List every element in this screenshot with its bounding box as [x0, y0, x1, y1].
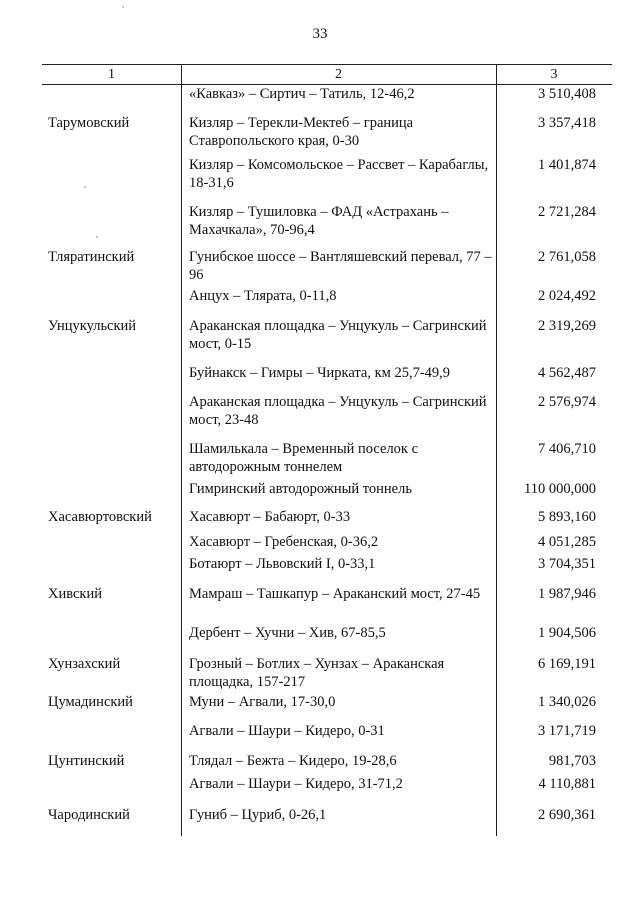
district-cell: Унцукульский — [48, 318, 137, 334]
page-number: 33 — [312, 26, 328, 42]
table-top-border — [42, 64, 612, 65]
district-cell: Цумадинский — [48, 694, 133, 710]
road-cell: Гунибское шоссе – Вантляшевский перевал, 77 – 96 — [189, 249, 492, 283]
road-cell: «Кавказ» – Сиртич – Татиль, 12-46,2 — [189, 86, 415, 102]
value-cell: 2 761,058 — [538, 249, 596, 265]
value-cell: 2 721,284 — [538, 204, 596, 220]
value-cell: 4 051,285 — [538, 534, 596, 550]
value-cell: 1 987,946 — [538, 586, 596, 602]
road-cell: Кизляр – Тушиловка – ФАД «Астрахань – Махачкала», 70-96,4 — [189, 204, 449, 238]
column-header-1: 1 — [108, 67, 115, 82]
column-divider-2 — [496, 64, 497, 836]
value-cell: 2 024,492 — [538, 288, 596, 304]
value-cell: 1 401,874 — [538, 157, 596, 173]
value-cell: 4 562,487 — [538, 365, 596, 381]
column-header-2: 2 — [335, 67, 342, 82]
district-cell: Тарумовский — [48, 115, 130, 131]
road-cell: Шамилькала – Временный поселок с автодорожным тоннелем — [189, 441, 419, 475]
value-cell: 5 893,160 — [538, 509, 596, 525]
value-cell: 2 319,269 — [538, 318, 596, 334]
road-cell: Гимринский автодорожный тоннель — [189, 481, 412, 497]
scan-speck — [84, 186, 86, 188]
value-cell: 2 690,361 — [538, 807, 596, 823]
road-cell: Кизляр – Комсомольское – Рассвет – Карабаглы, 18-31,6 — [189, 157, 489, 191]
column-header-3: 3 — [550, 67, 558, 82]
district-cell: Хунзахский — [48, 656, 121, 672]
value-cell: 3 171,719 — [538, 723, 596, 739]
road-cell: Анцух – Тлярата, 0-11,8 — [189, 288, 337, 304]
value-cell: 6 169,191 — [538, 656, 596, 672]
road-cell: Хасавюрт – Гребенская, 0-36,2 — [189, 534, 379, 550]
road-cell: Ботаюрт – Львовский I, 0-33,1 — [189, 556, 376, 572]
road-cell: Агвали – Шаури – Кидеро, 31-71,2 — [189, 776, 403, 792]
road-cell: Мамраш – Ташкапур – Араканский мост, 27-45 — [189, 586, 481, 602]
scan-speck — [122, 6, 124, 8]
district-cell: Хасавюртовский — [48, 509, 152, 525]
road-cell: Кизляр – Терекли-Мектеб – граница Ставропольского края, 0-30 — [189, 115, 414, 149]
road-cell: Хасавюрт – Бабаюрт, 0-33 — [189, 509, 351, 525]
scan-speck — [96, 236, 98, 238]
road-cell: Буйнакск – Гимры – Чирката, км 25,7-49,9 — [189, 365, 451, 381]
road-cell: Муни – Агвали, 17-30,0 — [189, 694, 336, 710]
value-cell: 2 576,974 — [538, 394, 596, 410]
road-cell: Грозный – Ботлих – Хунзах – Араканская площадка, 157-217 — [189, 656, 445, 690]
district-cell: Цунтинский — [48, 753, 125, 769]
district-cell: Хивский — [48, 586, 102, 602]
road-cell: Гуниб – Цуриб, 0-26,1 — [189, 807, 327, 823]
value-cell: 110 000,000 — [524, 481, 596, 497]
value-cell: 981,703 — [548, 753, 596, 769]
road-cell: Агвали – Шаури – Кидеро, 0-31 — [189, 723, 385, 739]
value-cell: 4 110,881 — [538, 776, 596, 792]
value-cell: 7 406,710 — [538, 441, 596, 457]
value-cell: 1 340,026 — [538, 694, 596, 710]
road-cell: Араканская площадка – Унцукуль – Сагринский мост, 0-15 — [189, 318, 487, 352]
district-cell: Тляратинский — [48, 249, 135, 265]
road-cell: Араканская площадка – Унцукуль – Сагринский мост, 23-48 — [189, 394, 487, 428]
value-cell: 3 510,408 — [538, 86, 596, 102]
road-cell: Дербент – Хучни – Хив, 67-85,5 — [189, 625, 386, 641]
value-cell: 1 904,506 — [538, 625, 596, 641]
district-cell: Чародинский — [48, 807, 130, 823]
value-cell: 3 704,351 — [538, 556, 596, 572]
road-cell: Тлядал – Бежта – Кидеро, 19-28,6 — [189, 753, 397, 769]
column-divider-1 — [181, 64, 182, 836]
value-cell: 3 357,418 — [538, 115, 596, 131]
